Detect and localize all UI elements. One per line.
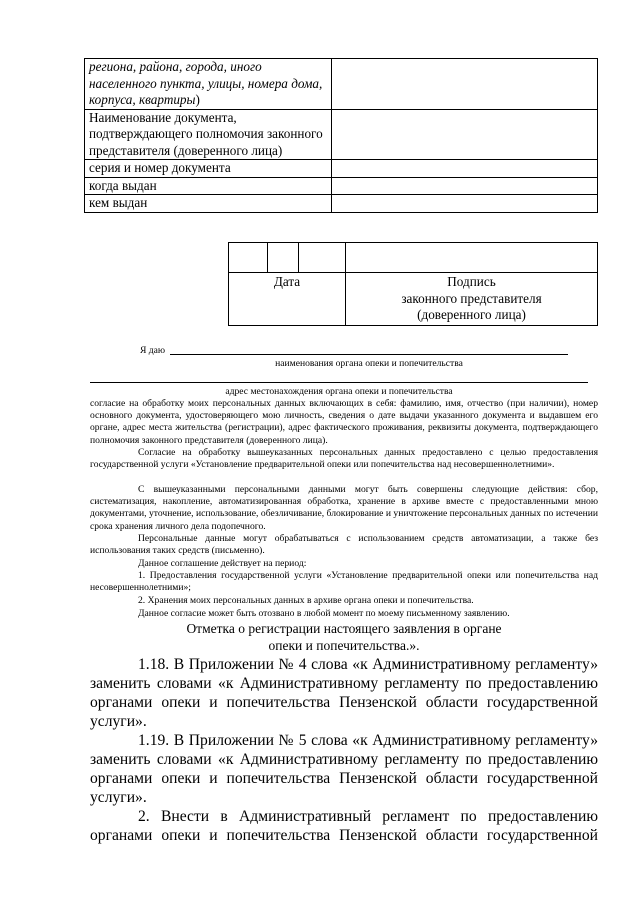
doc-who-label: кем выдан	[85, 195, 332, 213]
date-box-2[interactable]	[268, 243, 299, 273]
signature-label-line3: (доверенного лица)	[417, 307, 526, 322]
amendment-2: 2. Внести в Административный регламент по предоставлению органами опеки и попечительства Пензенской области государственной	[90, 808, 598, 844]
table-row	[229, 243, 598, 273]
doc-series-label: серия и номер документа	[85, 160, 332, 178]
date-box-1[interactable]	[229, 243, 268, 273]
consent-paragraph-6: 1. Предоставления государственной услуги «Установление предварительной опеки или попечительства над несовершеннолетними»;	[90, 570, 598, 594]
table-row	[85, 177, 598, 195]
date-label: Дата	[229, 273, 346, 326]
signature-label-line2: законного представителя	[401, 290, 542, 306]
doc-name-value[interactable]	[332, 109, 598, 160]
address-close: )	[195, 92, 200, 107]
doc-when-label: когда выдан	[85, 177, 332, 195]
table-row	[85, 195, 598, 213]
table-row	[229, 273, 598, 326]
doc-name-label: Наименование документа, подтверждающего полномочия законного представителя (доверенного лица)	[85, 109, 332, 160]
signature-box[interactable]	[346, 243, 598, 273]
registration-line-2: опеки и попечительства.».	[268, 638, 420, 653]
consent-paragraph-4: Персональные данные могут обрабатываться с использованием средств автоматизации, а также без использования таких средств (письменно).	[90, 533, 598, 557]
signature-label	[346, 273, 598, 326]
consent-paragraph-7: 2. Хранения моих персональных данных в архиве органа опеки и попечительства.	[138, 595, 474, 606]
table-row	[85, 160, 598, 178]
address-value-cell[interactable]	[332, 59, 598, 110]
signature-table	[228, 242, 598, 326]
address-caption: адрес местонахождения органа опеки и попечительства	[225, 386, 453, 397]
amendment-1-19: 1.19. В Приложении № 5 слова «к Административному регламенту» заменить словами «к Административному регламенту по предоставлению органами опеки и попечительства Пензенской области государственной услуги».	[90, 732, 598, 806]
doc-who-value[interactable]	[332, 195, 598, 213]
organ-underline[interactable]	[170, 354, 568, 355]
doc-series-value[interactable]	[332, 160, 598, 178]
address-underline[interactable]	[90, 382, 588, 383]
consent-paragraph-3: С вышеуказанными персональными данными могут быть совершены следующие действия: сбор, систематизация, накопление, автоматизированная обработка, хранение в архиве вместе с предоставленными мною документами, уточнение, использование, обезличивание, блокирование и уничтожение персональных данных по истечении срока хранения личного дела подопечного.	[90, 484, 598, 532]
consent-paragraph-2: Согласие на обработку вышеуказанных персональных данных предоставлено с целью предоставления государственной услуги «Установление предварительной опеки или попечительства над несовершеннолетними».	[90, 447, 598, 471]
address-tail-cell	[85, 59, 332, 110]
signature-label-line1: Подпись	[447, 274, 496, 289]
address-tail: региона, района, города, иного населенного пункта, улицы, номера дома, корпуса, квартиры	[89, 59, 323, 107]
registration-line-1: Отметка о регистрации настоящего заявления в органе	[186, 621, 502, 636]
table-row	[85, 109, 598, 160]
i-give-label: Я даю	[140, 345, 166, 356]
organ-caption: наименования органа опеки и попечительства	[275, 358, 463, 369]
date-box-3[interactable]	[299, 243, 346, 273]
representative-table	[84, 58, 598, 213]
doc-when-value[interactable]	[332, 177, 598, 195]
consent-paragraph-8: Данное согласие может быть отозвано в любой момент по моему письменному заявлению.	[138, 608, 510, 619]
consent-paragraph-1: согласие на обработку моих персональных данных включающих в себя: фамилию, имя, отчество (при наличии), номер основного документа, удостоверяющего мою личность, сведения о дате выдачи указанного документа и выдавшем его органе, адрес места жительства (регистрации), адрес фактического проживания, реквизиты документа, подтверждающего полномочия законного представителя (доверенного лица).	[90, 398, 598, 446]
consent-paragraph-5: Данное соглашение действует на период:	[138, 558, 307, 569]
amendment-1-18: 1.18. В Приложении № 4 слова «к Административному регламенту» заменить словами «к Административному регламенту по предоставлению органами опеки и попечительства Пензенской области государственной услуги».	[90, 656, 598, 730]
table-row	[85, 59, 598, 110]
